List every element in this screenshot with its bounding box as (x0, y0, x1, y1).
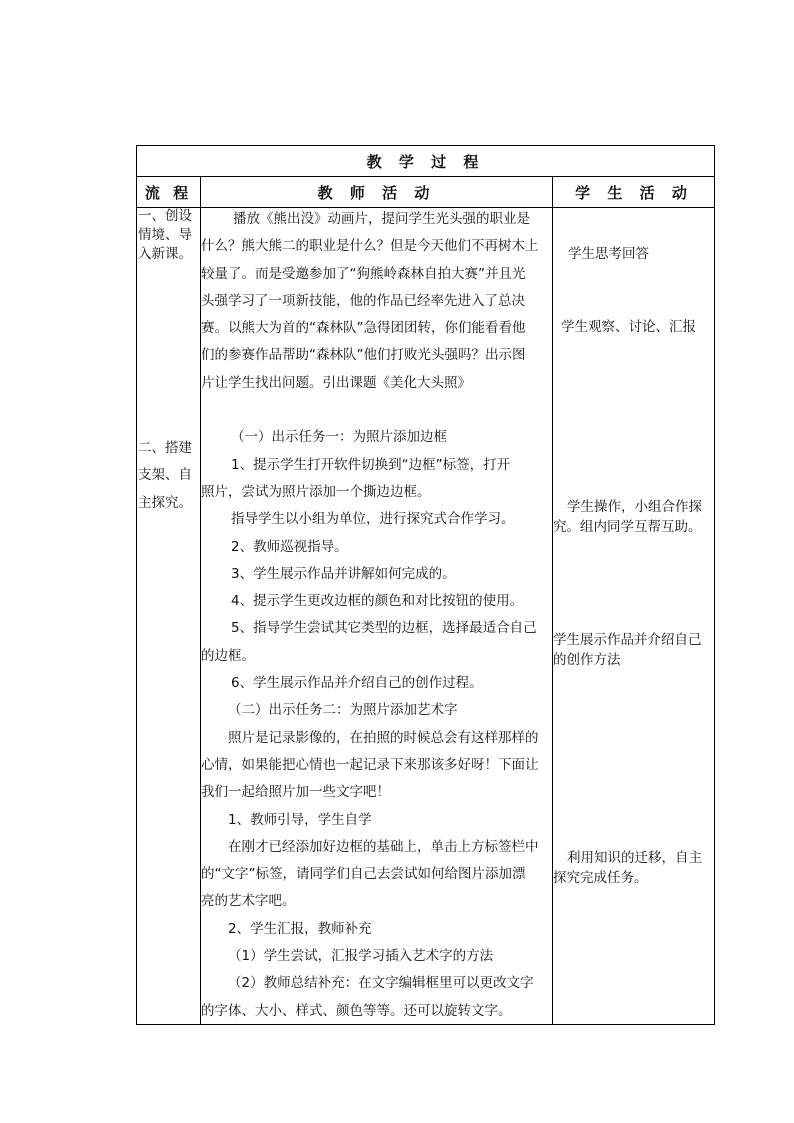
teacher-line: 2、学生汇报，教师补充 (228, 920, 372, 937)
teacher-activity-text (201, 206, 552, 1025)
table-title: 教 学 过 程 (366, 153, 485, 171)
student-activity-3: 学生操作，小组合作探 究。组内同学互帮互助。 (553, 499, 702, 535)
teacher-line: 什么？熊大熊二的职业是什么？但是今天他们不再树木上 (201, 238, 539, 255)
teacher-line: 头强学习了一项新技能，他的作品已经率先进入了总决 (201, 292, 525, 309)
teacher-line: 6、学生展示作品并介绍自己的创作过程。 (231, 675, 483, 692)
header-teacher-activity: 教 师 活 动 (317, 184, 436, 202)
teacher-line: 照片是记录影像的，在拍照的时候总会有这样那样的 (228, 729, 539, 746)
teacher-line: （1）学生尝试，汇报学习插入艺术字的方法 (228, 948, 494, 965)
teacher-line-blank (201, 397, 552, 424)
teacher-line: 亮的艺术字吧。 (201, 893, 296, 910)
teacher-line: 5、指导学生尝试其它类型的边框，选择最适合自己 (231, 620, 537, 637)
teacher-line: 指导学生以小组为单位，进行探究式合作学习。 (231, 511, 515, 528)
teacher-line: 较量了。而是受邀参加了“狗熊岭森林自拍大赛”并且光 (201, 265, 526, 282)
student-activity-4: 学生展示作品并介绍自己 的创作方法 (553, 632, 702, 668)
student-activity-2: 学生观察、讨论、汇报 (561, 319, 696, 335)
header-process: 流 程 (144, 184, 193, 202)
teacher-line: 心情，如果能把心情也一起记录下来那该多好呀！下面让 (201, 756, 539, 773)
teacher-line: 1、教师引导，学生自学 (228, 811, 372, 828)
header-student-activity: 学 生 活 动 (575, 184, 693, 202)
teacher-line: 2、教师巡视指导。 (231, 538, 348, 555)
teaching-process-table (136, 145, 715, 1025)
teacher-line: 赛。以熊大为首的“森林队”急得团团转，你们能看看他 (201, 320, 526, 337)
process-step-2: 二、搭建 支架、自 主探究。 (138, 440, 192, 511)
teacher-line: 4、提示学生更改边框的颜色和对比按钮的使用。 (231, 593, 524, 610)
teacher-line: （2）教师总结补充：在文字编辑框里可以更改文字 (228, 975, 534, 992)
teacher-line: 片让学生找出问题。引出课题《美化大头照》 (201, 374, 471, 391)
teacher-line: 的字体、大小、样式、颜色等等。还可以旋转文字。 (201, 1002, 512, 1019)
teacher-line: 播放《熊出没》动画片，提问学生光头强的职业是 (233, 211, 530, 227)
column-divider-2 (552, 176, 553, 1024)
teacher-line: 我们一起给照片加一些文字吧！ (201, 784, 390, 801)
teacher-line: 在刚才已经添加好边框的基础上，单击上方标签栏中 (228, 838, 539, 855)
teacher-line: 1、提示学生打开软件切换到“边框”标签，打开 (231, 456, 511, 473)
student-activity-1: 学生思考回答 (568, 246, 649, 262)
teacher-line: （二）出示任务二：为照片添加艺术字 (228, 702, 458, 719)
teacher-line: （一）出示任务一：为照片添加边框 (231, 429, 447, 446)
teacher-line: 的“文字”标签，请同学们自己去尝试如何给图片添加漂 (201, 866, 526, 883)
teacher-line: 照片，尝试为照片添加一个撕边边框。 (201, 483, 431, 500)
teacher-line: 的边框。 (201, 647, 255, 664)
teacher-line: 们的参赛作品帮助“森林队”他们打败光头强吗？出示图 (201, 347, 526, 364)
teacher-line: 3、学生展示作品并讲解如何完成的。 (231, 565, 456, 582)
row-divider-title (137, 176, 714, 177)
student-activity-5: 利用知识的迁移，自主 探究完成任务。 (553, 850, 702, 886)
process-step-1: 一、创设 情境、导 入新课。 (138, 208, 192, 262)
